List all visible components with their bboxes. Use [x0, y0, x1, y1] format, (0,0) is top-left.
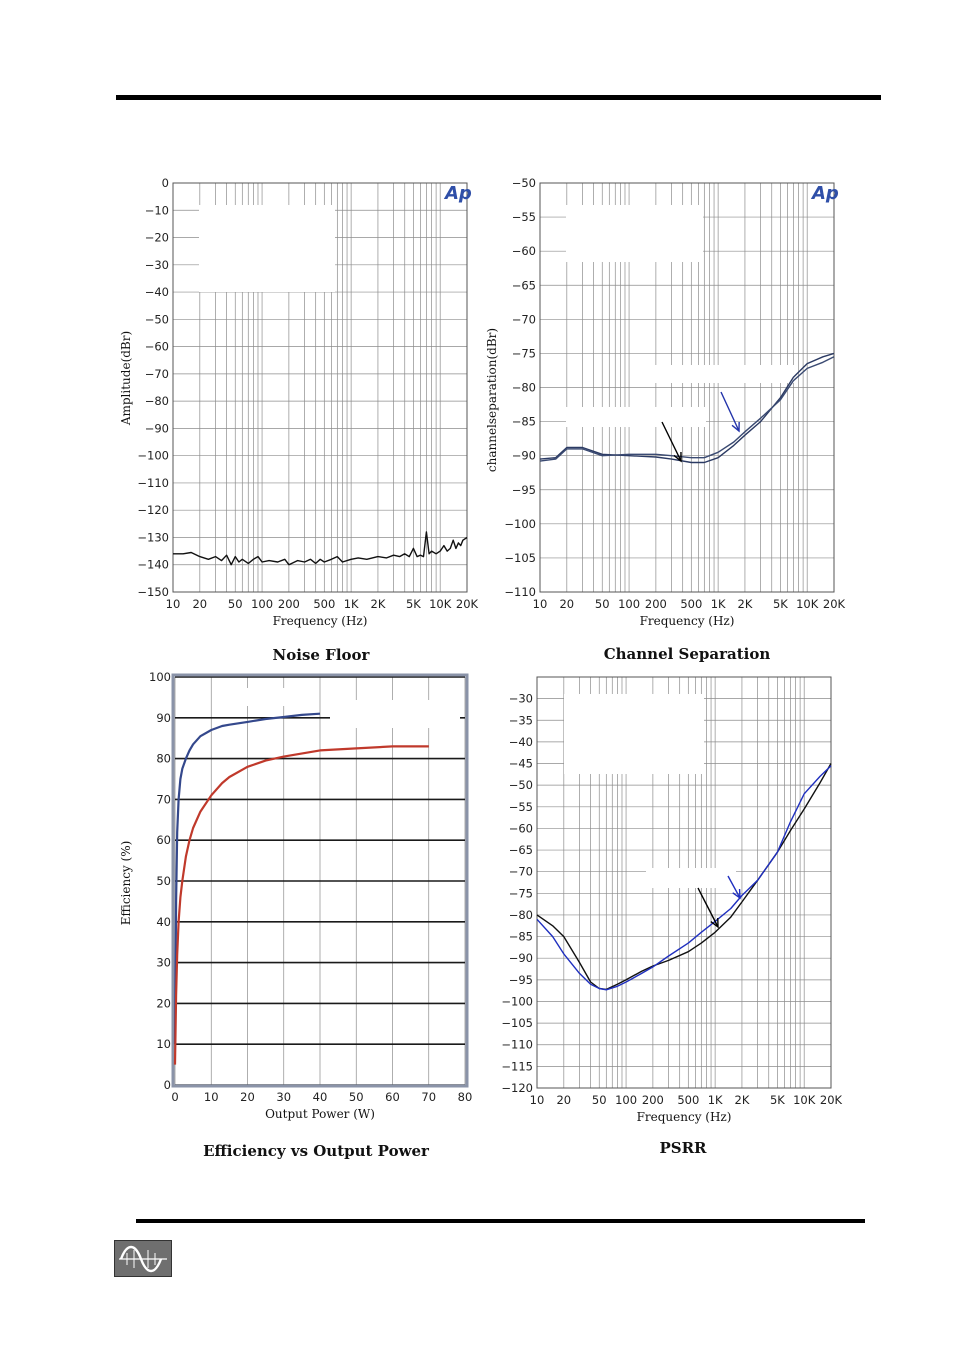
psrr-ytick-label: −30 [508, 691, 533, 706]
channel-separation-ytick-label: −110 [504, 585, 536, 599]
psrr-xlabel: Frequency (Hz) [636, 1110, 732, 1124]
psrr-xtick-label: 10 [529, 1093, 545, 1107]
psrr-caption: PSRR [659, 1139, 707, 1157]
efficiency-xtick-label: 40 [312, 1090, 328, 1104]
channel-separation-ytick-label: −60 [511, 244, 536, 259]
psrr-ytick-label: −110 [501, 1037, 533, 1052]
psrr-ytick-label: −105 [501, 1016, 533, 1031]
psrr-ytick-label: −85 [508, 929, 533, 944]
efficiency-caption: Efficiency vs Output Power [203, 1142, 429, 1160]
psrr-ytick-label: −120 [501, 1081, 533, 1095]
psrr-chart [501, 677, 842, 1124]
efficiency-ylabel: Efficiency (%) [119, 840, 133, 926]
psrr-xtick-label: 1K [707, 1093, 723, 1107]
noise-floor-ytick-label: −30 [144, 257, 169, 272]
noise-floor-xtick-label: 5K [405, 597, 421, 611]
noise-floor-ytick-label: −140 [137, 557, 169, 572]
psrr-ytick-label: −60 [508, 821, 533, 836]
channel-separation-xtick-label: 1K [710, 597, 726, 611]
psrr-xtick-label: 2K [734, 1093, 750, 1107]
psrr-ytick-label: −115 [501, 1059, 533, 1074]
psrr-ytick-label: −70 [508, 864, 533, 879]
efficiency-ytick-label: 40 [156, 914, 171, 929]
channel-separation-xtick-label: 20K [822, 597, 846, 611]
noise-floor-ytick-label: −70 [144, 366, 169, 381]
efficiency-xtick-label: 60 [385, 1090, 400, 1104]
noise-floor-ytick-label: −60 [144, 339, 169, 354]
efficiency-legend-box [220, 688, 310, 706]
psrr-ytick-label: −40 [508, 734, 533, 749]
channel-separation-ap-logo: Ap [812, 183, 839, 204]
channel-separation-xtick-label: 10 [532, 597, 548, 611]
channel-separation-chart [485, 176, 846, 628]
noise-floor-ytick-label: −120 [137, 503, 169, 518]
psrr-xtick-label: 50 [591, 1093, 607, 1107]
efficiency-ytick-label: 50 [156, 874, 171, 888]
channel-separation-ylabel: channelseparation(dBr) [485, 327, 499, 473]
psrr-xtick-label: 20 [556, 1093, 572, 1107]
psrr-xtick-label: 20K [819, 1093, 843, 1107]
psrr-legend-box [646, 868, 736, 888]
channel-separation-caption: Channel Separation [603, 645, 771, 663]
psrr-ytick-label: −35 [508, 713, 533, 728]
noise-floor-ytick-label: −100 [137, 448, 169, 463]
noise-floor-ytick-label: −130 [137, 530, 169, 545]
efficiency-xtick-label: 30 [276, 1090, 292, 1104]
noise-floor-ytick-label: −40 [144, 285, 169, 300]
noise-floor-xtick-label: 2K [370, 597, 386, 611]
efficiency-ytick-label: 90 [156, 710, 171, 725]
channel-separation-ytick-label: −55 [511, 210, 536, 225]
channel-separation-ytick-label: −95 [511, 482, 536, 497]
channel-separation-ytick-label: −80 [511, 380, 536, 395]
channel-separation-ytick-label: −50 [511, 176, 536, 190]
psrr-xtick-label: 200 [641, 1093, 664, 1107]
efficiency-chart [119, 670, 472, 1121]
channel-separation-ytick-label: −65 [511, 278, 536, 293]
channel-separation-ytick-label: −70 [511, 312, 536, 327]
channel-separation-xtick-label: 10K [796, 597, 819, 611]
channel-separation-ytick-label: −105 [504, 550, 536, 565]
channel-separation-ytick-label: −75 [511, 346, 536, 361]
noise-floor-xtick-label: 500 [313, 597, 336, 611]
noise-floor-legend-box [199, 205, 335, 292]
channel-separation-ytick-label: −100 [504, 516, 536, 531]
channel-separation-ytick-label: −85 [511, 414, 536, 429]
efficiency-xtick-label: 80 [457, 1090, 473, 1104]
noise-floor-ytick-label: −20 [144, 230, 169, 245]
channel-separation-ytick-label: −90 [511, 448, 536, 463]
channel-separation-xtick-label: 20 [559, 597, 575, 611]
efficiency-xtick-label: 70 [421, 1090, 437, 1104]
channel-separation-xtick-label: 5K [772, 597, 788, 611]
noise-floor-ytick-label: 0 [161, 176, 169, 190]
company-logo [114, 1240, 172, 1277]
noise-floor-xtick-label: 100 [251, 597, 274, 611]
efficiency-xtick-label: 0 [171, 1090, 179, 1104]
efficiency-ytick-label: 100 [149, 670, 171, 684]
efficiency-xtick-label: 20 [240, 1090, 255, 1104]
psrr-ytick-label: −90 [508, 951, 533, 966]
noise-floor-chart [119, 176, 479, 628]
efficiency-xtick-label: 50 [348, 1090, 364, 1104]
noise-floor-xtick-label: 1K [343, 597, 359, 611]
noise-floor-xtick-label: 200 [277, 597, 300, 611]
psrr-ytick-label: −50 [508, 778, 533, 793]
psrr-legend-box [564, 694, 704, 774]
noise-floor-xtick-label: 10 [165, 597, 181, 611]
channel-separation-legend-box [566, 205, 703, 262]
psrr-ytick-label: −80 [508, 907, 533, 922]
efficiency-xlabel: Output Power (W) [265, 1107, 375, 1121]
noise-floor-ytick-label: −80 [144, 394, 169, 409]
efficiency-ytick-label: 80 [156, 751, 171, 766]
noise-floor-caption: Noise Floor [272, 646, 370, 664]
psrr-ytick-label: −75 [508, 886, 533, 901]
efficiency-ytick-label: 20 [156, 996, 171, 1011]
efficiency-ytick-label: 60 [156, 833, 171, 848]
noise-floor-ytick-label: −150 [137, 585, 169, 599]
channel-separation-xtick-label: 500 [680, 597, 703, 611]
noise-floor-ytick-label: −90 [144, 421, 169, 436]
efficiency-legend-box [330, 700, 460, 728]
noise-floor-xtick-label: 10K [429, 597, 452, 611]
psrr-ytick-label: −45 [508, 756, 533, 771]
efficiency-xtick-label: 10 [203, 1090, 219, 1104]
channel-separation-xtick-label: 100 [618, 597, 641, 611]
channel-separation-legend-box [566, 407, 706, 427]
noise-floor-ytick-label: −10 [144, 203, 169, 218]
noise-floor-ytick-label: −110 [137, 475, 169, 490]
psrr-xtick-label: 100 [615, 1093, 638, 1107]
psrr-xtick-label: 500 [677, 1093, 700, 1107]
psrr-xtick-label: 5K [769, 1093, 785, 1107]
channel-separation-xtick-label: 50 [594, 597, 610, 611]
noise-floor-xtick-label: 50 [227, 597, 243, 611]
psrr-ytick-label: −100 [501, 994, 533, 1009]
psrr-xtick-label: 10K [793, 1093, 816, 1107]
efficiency-ytick-label: 10 [156, 1037, 171, 1052]
noise-floor-ylabel: Amplitude(dBr) [119, 330, 133, 426]
channel-separation-xlabel: Frequency (Hz) [639, 614, 735, 628]
noise-floor-xtick-label: 20 [192, 597, 208, 611]
channel-separation-xtick-label: 2K [737, 597, 753, 611]
noise-floor-xtick-label: 20K [455, 597, 479, 611]
noise-floor-xlabel: Frequency (Hz) [272, 614, 368, 628]
footer-rule [136, 1219, 865, 1223]
efficiency-ytick-label: 0 [163, 1078, 171, 1092]
psrr-ytick-label: −95 [508, 972, 533, 987]
noise-floor-ap-logo: Ap [445, 183, 472, 204]
efficiency-ytick-label: 30 [156, 955, 171, 970]
sine-wave-icon [115, 1241, 171, 1276]
channel-separation-xtick-label: 200 [644, 597, 667, 611]
channel-separation-legend-box [646, 365, 796, 383]
noise-floor-ytick-label: −50 [144, 312, 169, 327]
efficiency-ytick-label: 70 [156, 792, 171, 807]
psrr-ytick-label: −55 [508, 799, 533, 814]
psrr-ytick-label: −65 [508, 843, 533, 858]
